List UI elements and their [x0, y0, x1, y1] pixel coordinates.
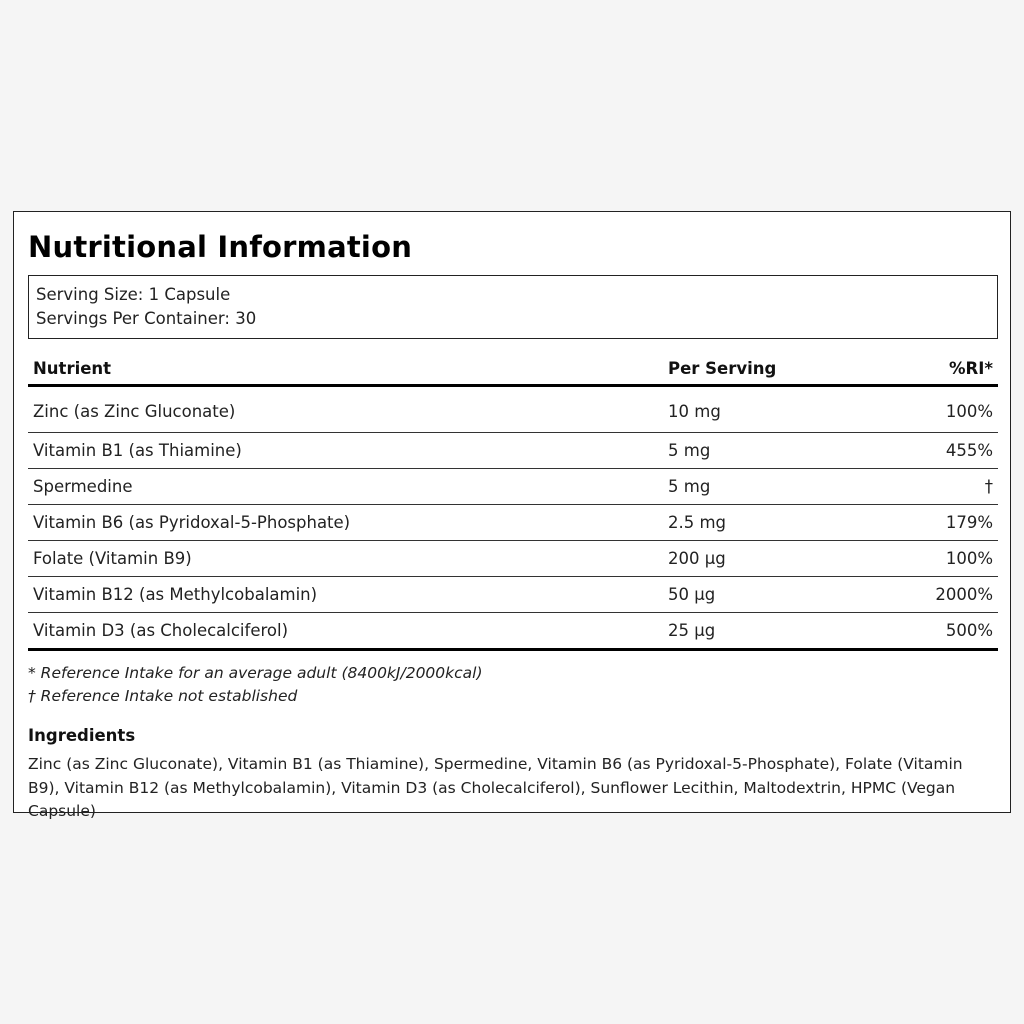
nutrient-amount: 200 µg	[663, 541, 893, 577]
nutrient-ri: 100%	[893, 386, 998, 433]
nutrient-ri: †	[893, 469, 998, 505]
table-row	[28, 541, 998, 577]
nutrient-ri: 100%	[893, 541, 998, 577]
servings-per-container: Servings Per Container: 30	[36, 309, 257, 328]
nutrient-amount: 10 mg	[663, 386, 893, 433]
footnote-reference-intake: * Reference Intake for an average adult (8400kJ/2000kcal)	[28, 664, 483, 682]
nutrition-panel	[13, 211, 1011, 820]
nutrient-ri: 500%	[893, 613, 998, 650]
ingredients-text: Zinc (as Zinc Gluconate), Vitamin B1 (as Thiamine), Spermedine, Vitamin B6 (as Pyridoxal-5-Phosphate), Folate (Vitamin B9), Vitamin B12 (as Methylcobalamin), Vitamin D3 (as Cholecalciferol), Sunflower Lecithin, Maltodextrin, HPMC (Vegan Capsule)	[28, 755, 963, 820]
nutrient-name: Vitamin B1 (as Thiamine)	[28, 433, 663, 469]
nutrient-amount: 25 µg	[663, 613, 893, 650]
header-per-serving: Per Serving	[663, 352, 893, 386]
nutrient-amount: 5 mg	[663, 469, 893, 505]
table-row	[28, 469, 998, 505]
table-row	[28, 577, 998, 613]
nutrient-name: Vitamin B12 (as Methylcobalamin)	[28, 577, 663, 613]
table-row	[28, 386, 998, 433]
header-nutrient: Nutrient	[28, 352, 663, 386]
nutrient-ri: 2000%	[893, 577, 998, 613]
nutrient-table	[28, 352, 998, 651]
table-header-row	[28, 352, 998, 386]
footnotes	[28, 662, 483, 708]
serving-info-box	[28, 275, 998, 339]
nutrient-amount: 5 mg	[663, 433, 893, 469]
serving-size: Serving Size: 1 Capsule	[36, 285, 231, 304]
table-row	[28, 433, 998, 469]
nutrient-amount: 2.5 mg	[663, 505, 893, 541]
footnote-not-established: † Reference Intake not established	[28, 687, 298, 705]
nutrient-name: Vitamin B6 (as Pyridoxal-5-Phosphate)	[28, 505, 663, 541]
nutrient-name: Folate (Vitamin B9)	[28, 541, 663, 577]
nutrient-name: Vitamin D3 (as Cholecalciferol)	[28, 613, 663, 650]
page-title: Nutritional Information	[28, 230, 413, 264]
nutrient-ri: 179%	[893, 505, 998, 541]
nutrient-amount: 50 µg	[663, 577, 893, 613]
nutrient-name: Zinc (as Zinc Gluconate)	[28, 386, 663, 433]
nutrient-name: Spermedine	[28, 469, 663, 505]
table-row	[28, 505, 998, 541]
header-ri: %RI*	[893, 352, 998, 386]
nutrient-ri: 455%	[893, 433, 998, 469]
table-row	[28, 613, 998, 650]
ingredients-heading: Ingredients	[28, 726, 136, 745]
